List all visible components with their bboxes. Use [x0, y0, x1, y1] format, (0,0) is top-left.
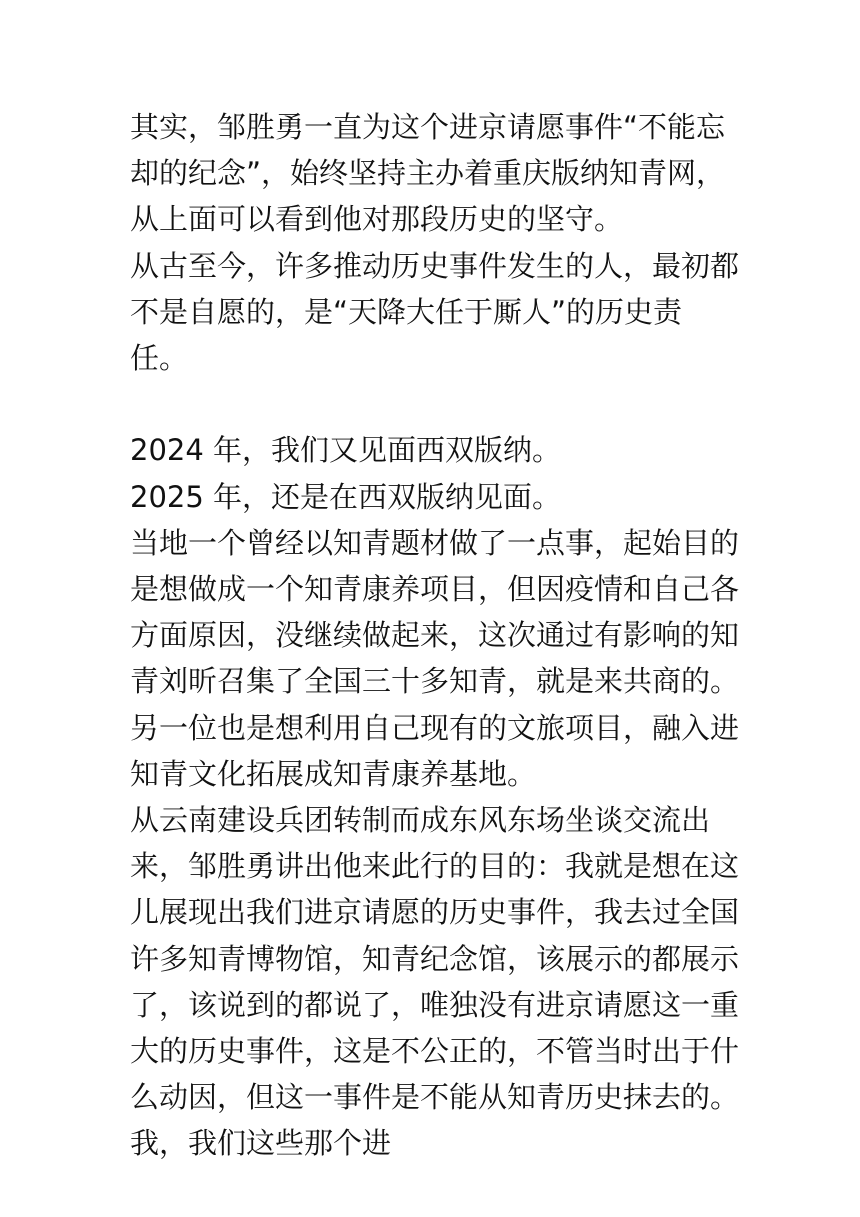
paragraph-historical-responsibility: 从古至今，许多推动历史事件发生的人，最初都不是自愿的，是“天降大任于厮人”的历史责任。	[130, 248, 740, 376]
article-body	[130, 104, 740, 1167]
paragraph-wellness-project: 当地一个曾经以知青题材做了一点事，起始目的是想做成一个知青康养项目，但因疫情和自己各方面原因，没继续做起来，这次通过有影响的知青刘昕召集了全国三十多知青，就是来共商的。	[130, 525, 740, 699]
paragraph-2025-meeting: 2025 年，还是在西双版纳见面。	[130, 479, 562, 514]
paragraph-tourism-project: 另一位也是想利用自己现有的文旅项目，融入进知青文化拓展成知青康养基地。	[130, 710, 740, 791]
paragraph-commemoration: 其实，邹胜勇一直为这个进京请愿事件“不能忘却的纪念”，始终坚持主办着重庆版纳知青网，从上面可以看到他对那段历史的坚守。	[130, 110, 726, 237]
paragraph-spacer	[130, 381, 740, 427]
paragraph-2024-meeting: 2024 年，我们又见面西双版纳。	[130, 433, 562, 468]
paragraph-purpose-statement: 从云南建设兵团转制而成东风东场坐谈交流出来，邹胜勇讲出他来此行的目的：我就是想在这儿展现出我们进京请愿的历史事件，我去过全国许多知青博物馆，知青纪念馆，该展示的都展示了，该说到的都说了，唯独没有进京请愿这一重大的历史事件，这是不公正的，不管当时出于什么动因，但这一事件是不能从知青历史抹去的。我，我们这些那个进	[130, 803, 740, 1161]
